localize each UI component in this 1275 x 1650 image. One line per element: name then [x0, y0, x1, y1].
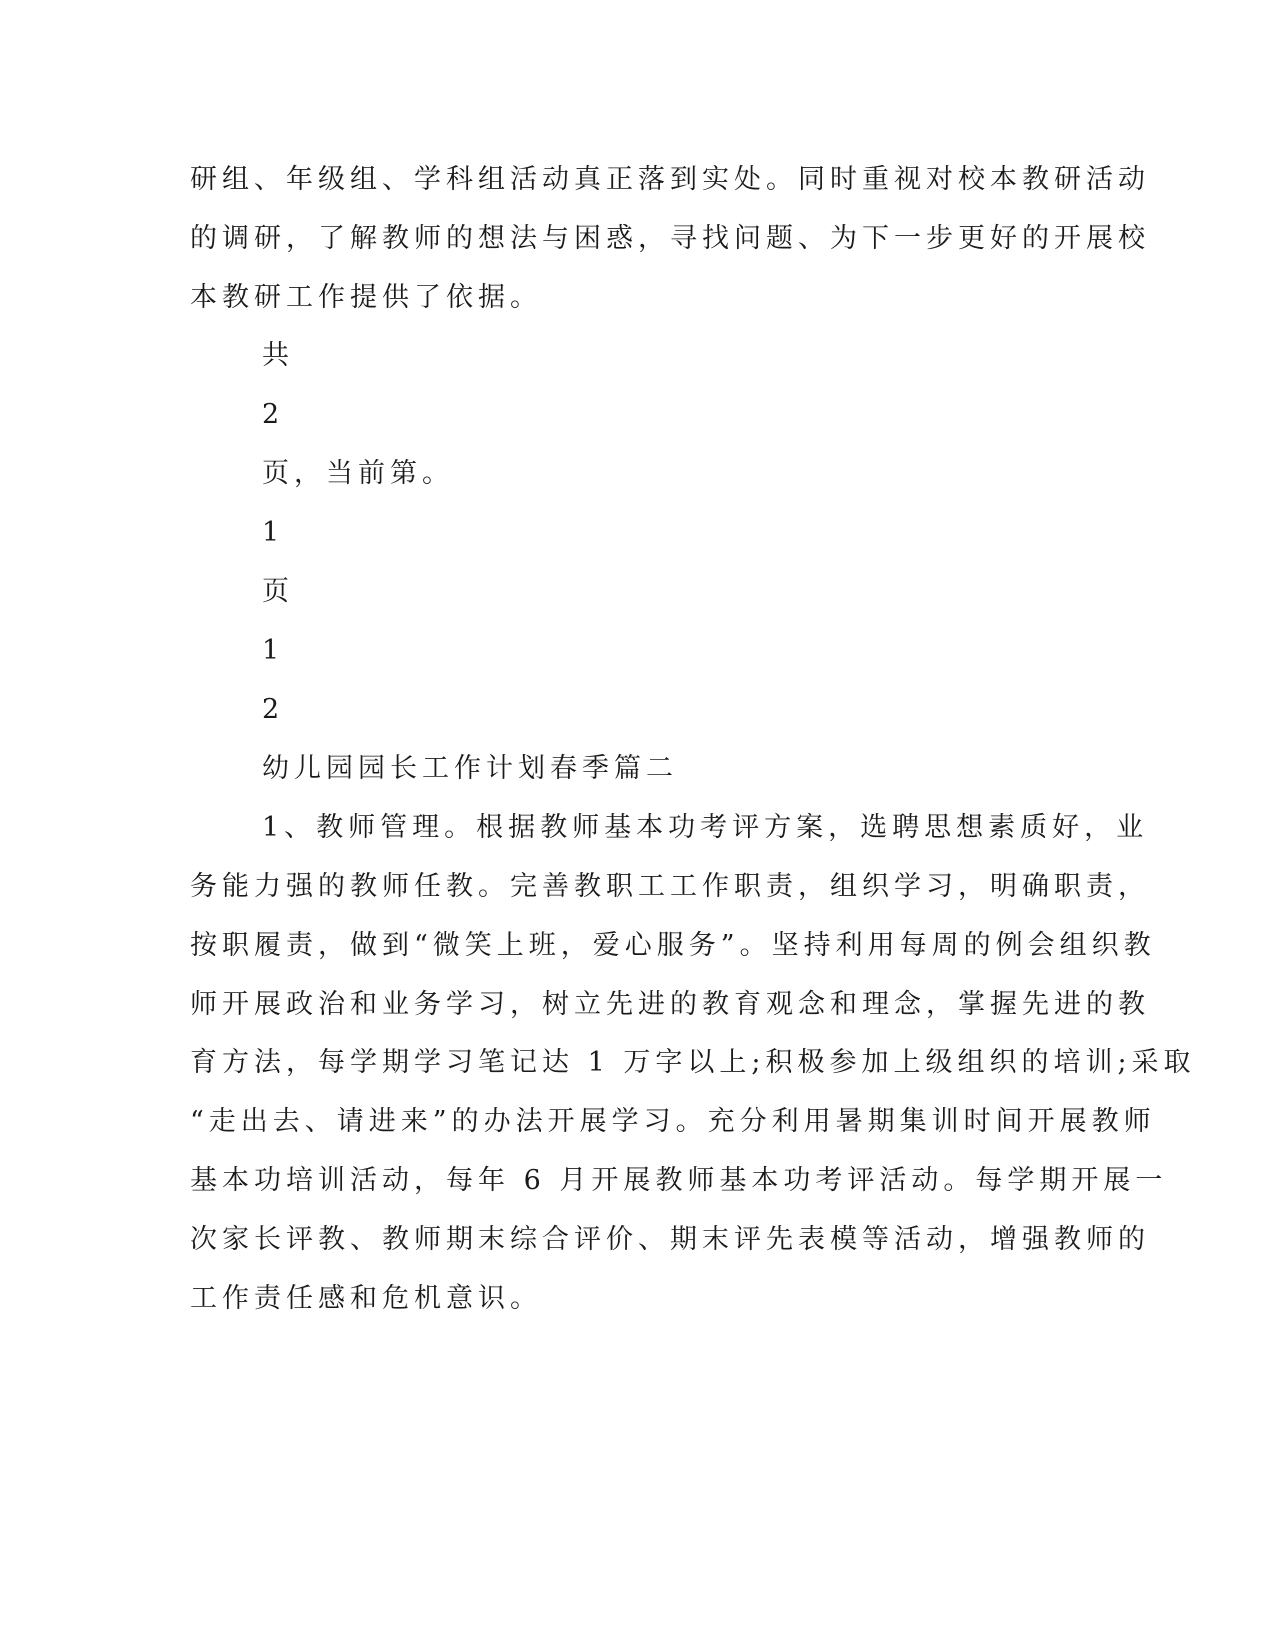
paragraph-line: 按职履责，做到“微笑上班，爱心服务”。坚持利用每周的例会组织教	[190, 930, 1156, 961]
paragraph-line: 务能力强的教师任教。完善教职工工作职责，组织学习，明确职责，	[190, 871, 1150, 902]
pagination-current-prefix: 页，当前第。	[262, 458, 454, 489]
pagination-total-prefix: 共	[262, 340, 294, 371]
paragraph-line: 基本功培训活动，每年 6 月开展教师基本功考评活动。每学期开展一	[190, 1165, 1168, 1196]
paragraph-line: 研组、年级组、学科组活动真正落到实处。同时重视对校本教研活动	[190, 164, 1150, 195]
paragraph-line: “走出去、请进来”的办法开展学习。充分利用暑期集训时间开展教师	[190, 1106, 1156, 1137]
paragraph-line: 育方法，每学期学习笔记达 1 万字以上;积极参加上级组织的培训;采取	[190, 1047, 1196, 1078]
pagination-total-pages: 2	[262, 399, 285, 430]
paragraph-line: 的调研，了解教师的想法与困惑，寻找问题、为下一步更好的开展校	[190, 223, 1150, 254]
paragraph-line: 本教研工作提供了依据。	[190, 282, 542, 313]
pagination-current-page: 1	[262, 517, 285, 548]
paragraph-line: 工作责任感和危机意识。	[190, 1283, 542, 1314]
page-link-2[interactable]: 2	[262, 694, 285, 725]
page-link-1[interactable]: 1	[262, 635, 285, 666]
paragraph-line: 次家长评教、教师期末综合评价、期末评先表模等活动，增强教师的	[190, 1224, 1150, 1255]
paragraph-line: 师开展政治和业务学习，树立先进的教育观念和理念，掌握先进的教	[190, 989, 1150, 1020]
paragraph-line: 1、教师管理。根据教师基本功考评方案，选聘思想素质好，业	[262, 812, 1149, 843]
section-title: 幼儿园园长工作计划春季篇二	[262, 753, 678, 784]
pagination-suffix: 页	[262, 576, 294, 607]
